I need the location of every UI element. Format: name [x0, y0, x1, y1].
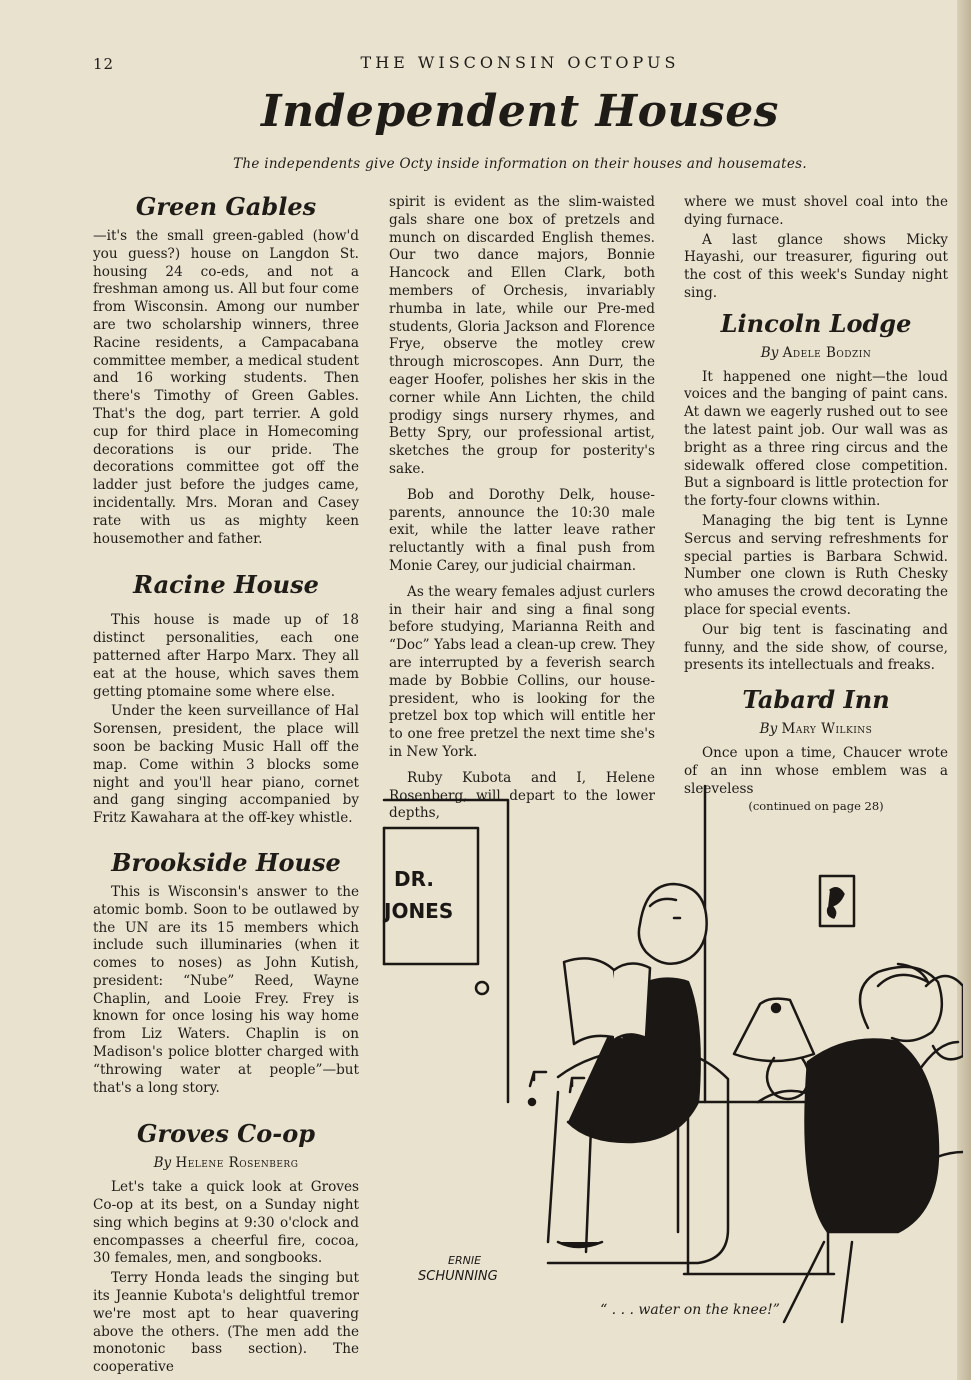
cartoon-caption: “ . . . water on the knee!” — [600, 1302, 780, 1318]
page-number: 12 — [93, 55, 115, 73]
groves-coop-text-2: Terry Honda leads the singing but its Jeannie Kubota's delightful tremor we're most apt to hear quavering above the others. (The men add the monotonic bass section). The cooperative — [93, 1270, 359, 1376]
running-head: THE WISCONSIN OCTOPUS — [360, 53, 680, 72]
racine-house-text-1: This house is made up of 18 distinct personalities, each one patterned after Harpo Marx. They all eat at the house, which saves them getting ptomaine some where else. — [93, 612, 359, 700]
byline-author: Adele Bodzin — [782, 344, 872, 361]
groves-coop-text-4: Bob and Dorothy Delk, house-parents, announce the 10:30 male exit, while the latter leave rather reluctantly with a final push from Monie Carey, our judicial chairman. — [389, 486, 655, 574]
page-title: Independent Houses — [261, 86, 779, 137]
byline-tabard-inn — [684, 721, 948, 739]
door-frame — [384, 800, 508, 1102]
woman-dress — [806, 1040, 939, 1233]
byline-prefix: By — [153, 1155, 172, 1172]
woman-head — [860, 967, 942, 1041]
byline-lincoln-lodge — [684, 345, 948, 363]
heading-tabard-inn: Tabard Inn — [742, 685, 890, 715]
racine-house-text-2: Under the keen surveillance of Hal Sorensen, president, the place will soon be backing Music Hall off the map. Come within 3 blocks some night and you'll hear piano, cornet and gang singing accompanied by Fritz Kawahara at the off-key whistle. — [93, 703, 359, 827]
column-middle — [389, 194, 655, 823]
door-sign-line1: DR. — [394, 867, 434, 891]
groves-coop-text-1: Let's take a quick look at Groves Co-op at its best, on a Sunday night sing which begins at 9:30 o'clock and encompasses a cheerful fire, cocoa, 30 females, men, and songbooks. — [93, 1179, 359, 1267]
faucet-right — [570, 1078, 584, 1092]
heading-racine-house: Racine House — [133, 570, 319, 600]
byline-groves-coop — [93, 1155, 359, 1173]
heading-brookside-house: Brookside House — [111, 847, 341, 877]
green-gables-text: —it's the small green-gabled (how'd you guess?) house on Langdon St. housing 24 co-eds, and not a freshman among us. All but four come from Wisconsin. Among our number are two scholarship winners, three Racine residents, a Campacabana committee member, a medical student and 16 working students. Then there's Timothy of Green Gables. That's the dog, part terrier. A gold cup for third place in Homecoming decorations is our pride. The decorations committee got off the ladder just before the judges came, incidentally. Mrs. Moran and Casey rate with us as mighty keen housemother and father. — [93, 228, 359, 547]
signature-line1: ERNIE — [448, 1254, 482, 1267]
groves-coop-text-3: spirit is evident as the slim-waisted gals share one box of pretzels and munch on discarded English themes. Our two dance majors, Bonnie Hancock and Ellen Clark, both members of Orchesis, invariably rhumba in late, while our Pre-med students, Gloria Jackson and Florence Frye, observe the motley crew through microscopes. Ann Durr, the eager Hoofer, polishes her skis in the corner while Ann Lichten, the child prodigy sings nursery rhymes, and Betty Spry, our professional artist, sketches the group for posterity's sake. — [389, 194, 655, 477]
heading-groves-coop: Groves Co-op — [136, 1119, 316, 1149]
door-knob — [476, 982, 488, 994]
door-sign-border — [384, 828, 478, 964]
page-subtitle: The independents give Octy inside information on their houses and housemates. — [233, 156, 807, 172]
groves-coop-text-5: As the weary females adjust curlers in their hair and sing a final song before studying, Marianna Reith and “Doc” Yabs lead a clean-up crew. They are interrupted by a feverish search made by Bobbie Collins, our house-president, who is looking for the pretzel box top which will entitle her to one free pretzel the next time she's in New York. — [389, 583, 655, 760]
groves-coop-text-8: A last glance shows Micky Hayashi, our treasurer, figuring out the cost of this week's Sunday night sing. — [684, 231, 948, 301]
byline-prefix: By — [759, 721, 778, 738]
heading-lincoln-lodge: Lincoln Lodge — [720, 308, 912, 338]
heading-green-gables: Green Gables — [135, 192, 317, 221]
lincoln-lodge-text-2: Managing the big tent is Lynne Sercus and serving refreshments for special parties is Barbara Schwid. Number one clown is Ruth Chesky who amuses the crowd decorating the place for special events. — [684, 512, 948, 618]
signature-line2: SCHUNNING — [418, 1269, 498, 1284]
tabard-inn-text: Once upon a time, Chaucer wrote of an inn whose emblem was a sleeveless — [684, 744, 948, 797]
lincoln-lodge-text-3: Our big tent is fascinating and funny, and the side show, of course, presents its intellectuals and freaks. — [684, 621, 948, 674]
lincoln-lodge-text-1: It happened one night—the loud voices and the banging of paint cans. At dawn we eagerly rushed out to see the latest paint job. Our wall was as bright as a three ring circus and the sidewalk offered close competition. But a signboard is little protection for the forty-four clowns within. — [684, 368, 948, 510]
groves-coop-text-7: where we must shovel coal into the dying furnace. — [684, 194, 948, 228]
man-head — [639, 884, 707, 964]
brookside-house-text: This is Wisconsin's answer to the atomic bomb. Soon to be outlawed by the UN are its 15 members which include such illuminaries (when it comes to noses) as John Kutish, president: “Nube” Reed, Wayne Chaplin, and Looie Frey. Frey is known for once losing his way home from Liz Waters. Chaplin is on Madison's police blotter charged with “throwing water at people”—but that's a long story. — [93, 883, 359, 1096]
continued-note: (continued on page 28) — [748, 799, 884, 814]
column-right — [684, 194, 948, 816]
faucet-left — [530, 1072, 546, 1086]
byline-prefix: By — [760, 344, 779, 361]
groves-coop-text-6: Ruby Kubota and I, Helene Rosenberg, will depart to the lower depths, — [389, 769, 655, 822]
byline-author: Mary Wilkins — [781, 721, 873, 738]
door-sign-line2: JONES — [384, 899, 454, 923]
column-left — [93, 192, 359, 1377]
byline-author: Helene Rosenberg — [175, 1155, 299, 1172]
